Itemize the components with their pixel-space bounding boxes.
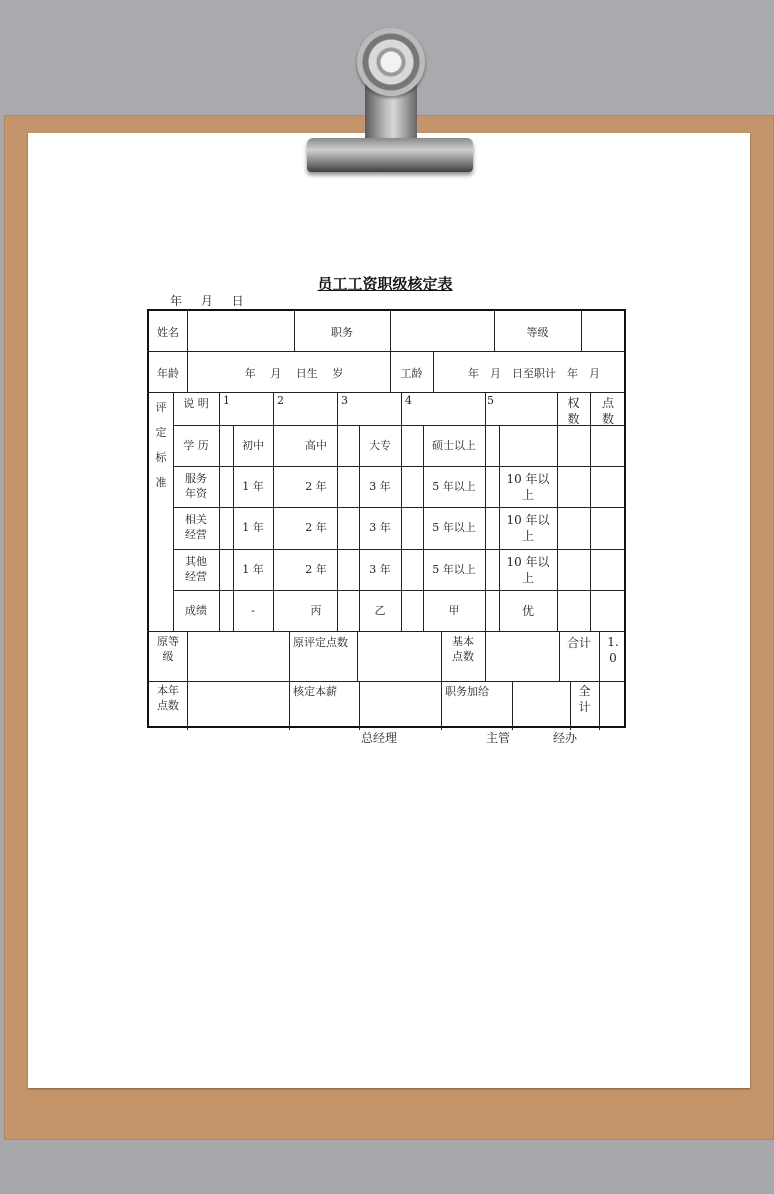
value-line: 上 [521,488,534,503]
header-char: 权 [567,396,580,410]
label-line: 其他 [185,554,207,568]
value-line: 10 年以 [506,554,550,569]
side-char: 评 [155,401,167,414]
col-divider [337,392,338,631]
criteria-value: 大专 [369,439,391,452]
col-divider [273,392,274,631]
header-char: 数 [601,412,614,426]
orig-grade-label [149,634,187,664]
side-char: 定 [155,426,167,439]
label-line: 点数 [452,650,474,663]
date-line: 年 月 日 [170,294,245,308]
criteria-side-label [149,395,173,495]
criteria-desc-header: 说 明 [183,397,209,410]
criteria-value: 2 年 [305,480,327,494]
label-line: 全 [578,684,591,698]
gm-signature-label: 总经理 [361,731,398,745]
criteria-value: 2 年 [305,521,327,535]
col-divider [590,392,591,631]
criteria-value: 5 年以上 [432,480,476,494]
total-value [601,634,625,666]
criteria-value: - [251,603,255,617]
criteria-value: 乙 [374,603,386,617]
criteria-value: 3 年 [369,521,391,535]
weight-header [557,395,590,427]
col-divider [401,392,402,631]
col-divider [485,631,486,681]
label-line: 本年 [157,684,179,697]
criteria-value [488,471,568,503]
row-divider [173,590,626,591]
criteria-value: 2 年 [305,562,327,576]
handler-signature-label: 经办 [553,731,578,745]
label-line: 点数 [157,699,179,712]
row-divider [149,631,624,632]
criteria-value: 3 年 [369,480,391,494]
base-salary-label: 核定本薪 [293,685,337,698]
seniority-field: 年 月 日至职计 年 月 [468,367,600,380]
value-line: 10 年以 [506,472,550,487]
col-divider [485,392,486,631]
label-line: 成绩 [185,603,207,617]
label-line: 相关 [185,513,207,527]
side-char: 准 [155,476,167,489]
criteria-value: 1 年 [242,480,264,494]
criteria-value: 1 年 [242,562,264,576]
criteria-value [488,554,568,586]
criteria-value: 3 年 [369,562,391,576]
seniority-label: 工龄 [400,367,423,380]
row-divider [149,351,624,352]
position-label: 职务 [331,326,353,339]
label-line: 服务 [185,472,207,486]
criteria-col-number: 4 [405,394,412,407]
criteria-value: 5 年以上 [432,521,476,535]
criteria-value: 初中 [242,439,264,452]
orig-points-label: 原评定点数 [293,636,348,649]
col-divider [433,351,434,392]
col-divider [219,392,220,631]
criteria-col-number: 1 [223,394,230,407]
criteria-col-number: 2 [277,394,284,407]
label-line: 学 历 [183,439,209,452]
clip-ring-icon [357,28,425,96]
total-label: 合计 [566,636,591,650]
label-line: 基本 [452,635,474,648]
supervisor-signature-label: 主管 [486,731,511,745]
criteria-col-number: 3 [341,394,348,407]
value-line: 1. [607,635,619,649]
col-divider [599,631,600,730]
value-line: 上 [521,529,534,544]
row-divider [149,392,624,393]
label-line: 计 [578,700,591,714]
label-line: 经营 [185,569,207,583]
allowance-label: 职务加给 [445,685,489,698]
base-points-label [441,634,485,664]
grade-label: 等级 [526,326,549,339]
header-char: 数 [567,412,580,426]
criteria-col-number: 5 [487,394,494,407]
col-divider [581,311,582,351]
grand-total-label [570,683,599,715]
col-divider [390,311,391,351]
criteria-value: 5 年以上 [432,562,476,576]
value-line: 上 [521,570,534,585]
criteria-value: 硕士以上 [432,439,476,452]
criteria-value: 1 年 [242,521,264,535]
value-line: 10 年以 [506,513,550,528]
criteria-value: 甲 [448,603,460,617]
col-divider [187,311,188,351]
name-label: 姓名 [157,326,179,339]
label-line: 经营 [185,528,207,542]
form-title: 员工工资职级核定表 [317,275,453,293]
label-line: 年资 [185,487,207,501]
criteria-value: 高中 [305,439,327,452]
col-divider [187,631,188,730]
col-divider [187,351,188,392]
criteria-value: 丙 [310,603,322,617]
criteria-value: 优 [521,603,534,618]
label-line: 原等 [157,635,179,648]
row-divider [173,549,626,550]
row-divider [173,466,626,467]
label-line: 级 [162,650,174,663]
birth-field: 年 月 日生 岁 [244,367,344,380]
points-header [590,395,626,427]
value-line: 0 [609,651,617,665]
header-char: 点 [601,396,614,410]
salary-form [147,309,626,728]
row-divider [149,681,624,682]
age-label: 年龄 [157,367,179,380]
year-points-label [149,683,187,713]
side-char: 标 [155,451,167,464]
clip-base [307,138,473,172]
criteria-value [488,512,568,544]
row-divider [173,507,626,508]
